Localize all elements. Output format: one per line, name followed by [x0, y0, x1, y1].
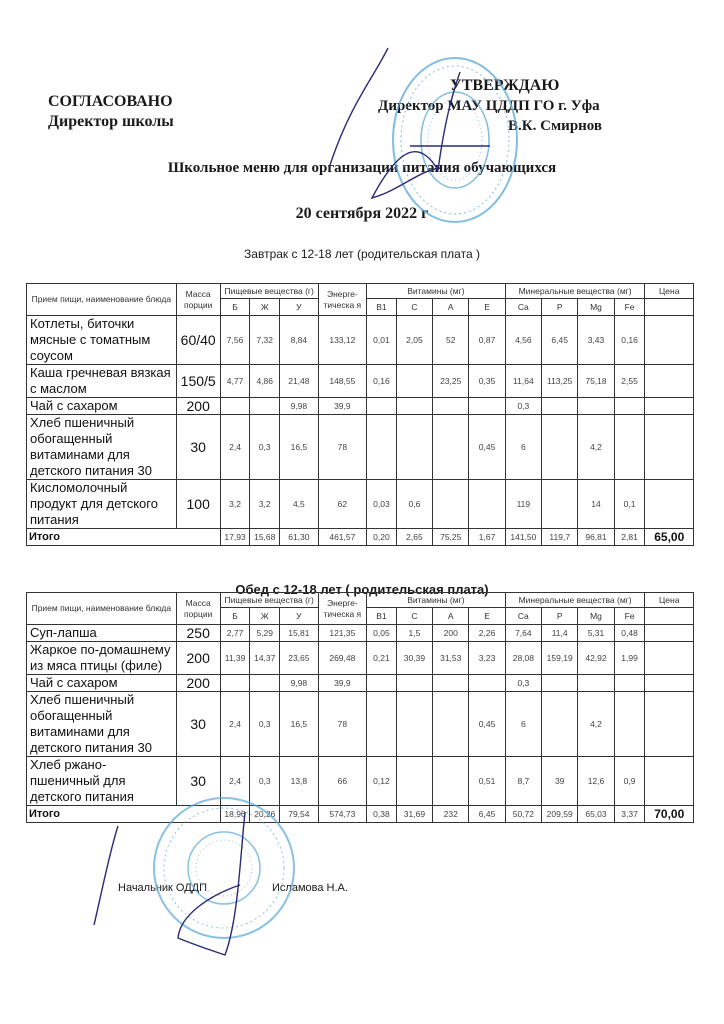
total-value: 461,57	[318, 529, 366, 546]
dish-value	[250, 398, 280, 415]
dish-price	[645, 365, 694, 398]
total-value: 232	[433, 806, 469, 823]
dish-value: 0,51	[469, 757, 505, 806]
dish-value: 0,35	[469, 365, 505, 398]
col-price: Цена	[645, 593, 694, 608]
col-sub-3: B1	[367, 608, 397, 625]
dish-value	[614, 692, 645, 757]
dish-price	[645, 398, 694, 415]
total-price: 70,00	[645, 806, 694, 823]
col-dish: Прием пищи, наименование блюда	[27, 284, 177, 316]
dish-value: 148,55	[318, 365, 366, 398]
total-value: 2,81	[614, 529, 645, 546]
dish-mass: 100	[176, 480, 220, 529]
dish-value: 0,3	[250, 757, 280, 806]
dish-value	[396, 692, 432, 757]
dish-value: 11,39	[220, 642, 250, 675]
total-value: 50,72	[505, 806, 541, 823]
dish-value	[433, 757, 469, 806]
dish-value	[367, 675, 397, 692]
dish-mass: 30	[176, 757, 220, 806]
dish-value: 28,08	[505, 642, 541, 675]
dish-value: 31,53	[433, 642, 469, 675]
total-value: 0,38	[367, 806, 397, 823]
dish-price	[645, 757, 694, 806]
approve-title: УТВЕРЖДАЮ	[450, 77, 560, 94]
footer-name: Исламова Н.А.	[272, 882, 348, 894]
col-energy: Энерге-тическа я	[318, 593, 366, 625]
dish-value: 1,99	[614, 642, 645, 675]
col-nutrients: Пищевые вещества (г)	[220, 593, 318, 608]
dish-name: Кисломолочный продукт для детского питания	[27, 480, 177, 529]
dish-value: 39	[542, 757, 578, 806]
dish-value: 4,56	[505, 316, 541, 365]
dish-mass: 250	[176, 625, 220, 642]
total-value: 79,54	[280, 806, 319, 823]
table-row	[27, 675, 694, 692]
approve-name: В.К. Смирнов	[508, 118, 603, 134]
dish-value	[250, 675, 280, 692]
dish-mass: 150/5	[176, 365, 220, 398]
total-value: 61,30	[280, 529, 319, 546]
dish-value: 119	[505, 480, 541, 529]
dish-name: Хлеб ржано-пшеничный для детского питания	[27, 757, 177, 806]
table-row	[27, 642, 694, 675]
dish-value	[614, 398, 645, 415]
dish-value: 7,32	[250, 316, 280, 365]
dish-value: 0,45	[469, 415, 505, 480]
table-row	[27, 316, 694, 365]
dish-value: 4,86	[250, 365, 280, 398]
total-value: 119,7	[542, 529, 578, 546]
dish-value: 0,3	[250, 692, 280, 757]
col-sub-7: Ca	[505, 608, 541, 625]
dish-value: 2,4	[220, 415, 250, 480]
dish-value: 200	[433, 625, 469, 642]
dish-price	[645, 316, 694, 365]
total-value: 6,45	[469, 806, 505, 823]
dish-value: 23,65	[280, 642, 319, 675]
dish-value	[433, 675, 469, 692]
dish-value	[469, 398, 505, 415]
col-sub-10: Fe	[614, 608, 645, 625]
dish-value: 0,3	[505, 675, 541, 692]
dish-value	[433, 398, 469, 415]
dish-value: 5,31	[578, 625, 614, 642]
col-energy: Энерге-тическа я	[318, 284, 366, 316]
dish-value: 39,9	[318, 675, 366, 692]
breakfast-table	[26, 283, 694, 546]
dish-value: 0,45	[469, 692, 505, 757]
dish-value: 0,12	[367, 757, 397, 806]
total-price: 65,00	[645, 529, 694, 546]
col-sub-5: A	[433, 608, 469, 625]
dish-value: 0,3	[250, 415, 280, 480]
header-row	[27, 593, 694, 608]
col-sub-3: B1	[367, 299, 397, 316]
dish-value: 52	[433, 316, 469, 365]
dish-value: 4,5	[280, 480, 319, 529]
table-row	[27, 625, 694, 642]
agreed-title: СОГЛАСОВАНО	[48, 93, 173, 110]
dish-value: 3,23	[469, 642, 505, 675]
dish-name: Котлеты, биточки мясные с томатным соусом	[27, 316, 177, 365]
dish-price	[645, 675, 694, 692]
dish-value: 16,5	[280, 415, 319, 480]
total-value: 3,37	[614, 806, 645, 823]
col-sub-4: C	[396, 608, 432, 625]
lunch-caption: Обед с 12-18 лет ( родительская плата)	[235, 582, 489, 597]
dish-price	[645, 480, 694, 529]
dish-value: 14,37	[250, 642, 280, 675]
dish-value: 11,64	[505, 365, 541, 398]
dish-mass: 200	[176, 398, 220, 415]
dish-price	[645, 625, 694, 642]
total-value: 75,25	[433, 529, 469, 546]
col-dish: Прием пищи, наименование блюда	[27, 593, 177, 625]
dish-name: Жаркое по-домашнему из мяса птицы (филе)	[27, 642, 177, 675]
dish-value: 0,05	[367, 625, 397, 642]
col-sub-9: Mg	[578, 299, 614, 316]
col-sub-6: E	[469, 299, 505, 316]
dish-value: 2,4	[220, 757, 250, 806]
dish-value: 0,03	[367, 480, 397, 529]
dish-value	[396, 675, 432, 692]
dish-value	[542, 692, 578, 757]
total-value: 18,96	[220, 806, 250, 823]
col-minerals: Минеральные вещества (мг)	[505, 593, 645, 608]
dish-value	[220, 675, 250, 692]
dish-value: 75,18	[578, 365, 614, 398]
header-row	[27, 284, 694, 299]
dish-value	[469, 675, 505, 692]
table-row	[27, 480, 694, 529]
total-value: 20,26	[250, 806, 280, 823]
dish-value: 30,39	[396, 642, 432, 675]
col-sub-1: Ж	[250, 299, 280, 316]
dish-value: 39,9	[318, 398, 366, 415]
table-row	[27, 398, 694, 415]
dish-value	[367, 415, 397, 480]
dish-value: 9,98	[280, 398, 319, 415]
col-sub-9: Mg	[578, 608, 614, 625]
dish-value	[542, 415, 578, 480]
dish-value: 2,55	[614, 365, 645, 398]
dish-value	[220, 398, 250, 415]
dish-mass: 30	[176, 415, 220, 480]
dish-name: Хлеб пшеничный обогащенный витаминами для детского питания 30	[27, 415, 177, 480]
col-sub-7: Ca	[505, 299, 541, 316]
col-sub-2: У	[280, 608, 319, 625]
lunch-table	[26, 592, 694, 823]
col-sub-8: P	[542, 299, 578, 316]
dish-value: 0,21	[367, 642, 397, 675]
dish-value: 0,16	[614, 316, 645, 365]
dish-value: 15,81	[280, 625, 319, 642]
col-nutrients: Пищевые вещества (г)	[220, 284, 318, 299]
dish-name: Суп-лапша	[27, 625, 177, 642]
dish-value	[614, 675, 645, 692]
dish-value	[396, 415, 432, 480]
dish-value: 269,48	[318, 642, 366, 675]
dish-value	[396, 365, 432, 398]
total-value: 141,50	[505, 529, 541, 546]
dish-value: 0,1	[614, 480, 645, 529]
col-sub-10: Fe	[614, 299, 645, 316]
col-sub-6: E	[469, 608, 505, 625]
dish-value	[542, 398, 578, 415]
dish-price	[645, 692, 694, 757]
document-date: 20 сентября 2022 г	[295, 205, 429, 222]
dish-value: 0,87	[469, 316, 505, 365]
col-sub-0: Б	[220, 299, 250, 316]
dish-value: 3,2	[220, 480, 250, 529]
dish-value: 133,12	[318, 316, 366, 365]
table-row	[27, 757, 694, 806]
dish-value: 6,45	[542, 316, 578, 365]
dish-value	[542, 675, 578, 692]
col-sub-8: P	[542, 608, 578, 625]
col-mass: Масса порции	[176, 593, 220, 625]
dish-value	[433, 480, 469, 529]
dish-value: 2,26	[469, 625, 505, 642]
total-value: 2,65	[396, 529, 432, 546]
dish-value: 0,01	[367, 316, 397, 365]
dish-value: 16,5	[280, 692, 319, 757]
agreed-role: Директор школы	[48, 113, 174, 130]
col-price-sub	[645, 299, 694, 316]
dish-value: 159,19	[542, 642, 578, 675]
total-value: 1,67	[469, 529, 505, 546]
total-row	[27, 529, 694, 546]
table-row	[27, 415, 694, 480]
approve-block	[378, 76, 602, 136]
total-value: 31,69	[396, 806, 432, 823]
dish-value	[367, 398, 397, 415]
dish-value: 4,77	[220, 365, 250, 398]
dish-mass: 200	[176, 642, 220, 675]
col-sub-4: C	[396, 299, 432, 316]
dish-value: 14	[578, 480, 614, 529]
dish-value: 9,98	[280, 675, 319, 692]
dish-value: 21,48	[280, 365, 319, 398]
dish-value: 78	[318, 692, 366, 757]
dish-value	[578, 675, 614, 692]
dish-value: 8,84	[280, 316, 319, 365]
col-sub-0: Б	[220, 608, 250, 625]
dish-value: 78	[318, 415, 366, 480]
dish-value: 8,7	[505, 757, 541, 806]
table-row	[27, 692, 694, 757]
dish-mass: 200	[176, 675, 220, 692]
dish-value: 23,25	[433, 365, 469, 398]
dish-value	[433, 415, 469, 480]
approve-role: Директор МАУ ЦДДП ГО г. Уфа	[378, 98, 600, 114]
dish-value	[469, 480, 505, 529]
col-sub-5: A	[433, 299, 469, 316]
col-mass: Масса порции	[176, 284, 220, 316]
dish-name: Хлеб пшеничный обогащенный витаминами для детского питания 30	[27, 692, 177, 757]
dish-value: 62	[318, 480, 366, 529]
dish-value: 2,4	[220, 692, 250, 757]
dish-value: 0,6	[396, 480, 432, 529]
dish-value	[396, 398, 432, 415]
dish-mass: 30	[176, 692, 220, 757]
total-row	[27, 806, 694, 823]
total-value: 0,20	[367, 529, 397, 546]
col-vitamins: Витамины (мг)	[367, 284, 506, 299]
total-label: Итого	[27, 529, 221, 546]
total-value: 15,68	[250, 529, 280, 546]
total-value: 574,73	[318, 806, 366, 823]
document-title: Школьное меню для организации питания обучающихся	[167, 160, 557, 176]
dish-value: 113,25	[542, 365, 578, 398]
dish-value: 4,2	[578, 415, 614, 480]
dish-value	[542, 480, 578, 529]
dish-value	[578, 398, 614, 415]
dish-value: 42,92	[578, 642, 614, 675]
dish-price	[645, 642, 694, 675]
total-value: 209,59	[542, 806, 578, 823]
dish-value	[614, 415, 645, 480]
dish-value: 3,43	[578, 316, 614, 365]
col-price-sub	[645, 608, 694, 625]
dish-value: 13,8	[280, 757, 319, 806]
dish-value: 121,35	[318, 625, 366, 642]
dish-value: 2,05	[396, 316, 432, 365]
col-vitamins: Витамины (мг)	[367, 593, 506, 608]
dish-value: 6	[505, 692, 541, 757]
dish-value: 3,2	[250, 480, 280, 529]
dish-value: 5,29	[250, 625, 280, 642]
dish-value: 6	[505, 415, 541, 480]
dish-value	[396, 757, 432, 806]
col-minerals: Минеральные вещества (мг)	[505, 284, 645, 299]
dish-value: 11,4	[542, 625, 578, 642]
dish-value: 0,3	[505, 398, 541, 415]
footer-role: Начальник ОДДП	[118, 882, 208, 894]
dish-mass: 60/40	[176, 316, 220, 365]
total-value: 65,03	[578, 806, 614, 823]
dish-value: 66	[318, 757, 366, 806]
total-value: 17,93	[220, 529, 250, 546]
agreed-block	[48, 92, 174, 132]
dish-value: 7,56	[220, 316, 250, 365]
dish-value: 2,77	[220, 625, 250, 642]
dish-value: 0,9	[614, 757, 645, 806]
total-value: 96,81	[578, 529, 614, 546]
table-row	[27, 365, 694, 398]
col-sub-1: Ж	[250, 608, 280, 625]
breakfast-caption: Завтрак с 12-18 лет (родительская плата )	[244, 247, 480, 261]
col-price: Цена	[645, 284, 694, 299]
col-sub-2: У	[280, 299, 319, 316]
dish-value: 0,48	[614, 625, 645, 642]
dish-value: 12,6	[578, 757, 614, 806]
dish-value: 1,5	[396, 625, 432, 642]
dish-name: Чай с сахаром	[27, 398, 177, 415]
dish-value	[433, 692, 469, 757]
dish-value: 0,16	[367, 365, 397, 398]
dish-value: 4,2	[578, 692, 614, 757]
dish-price	[645, 415, 694, 480]
dish-name: Чай с сахаром	[27, 675, 177, 692]
dish-name: Каша гречневая вязкая с маслом	[27, 365, 177, 398]
dish-value: 7,64	[505, 625, 541, 642]
total-label: Итого	[27, 806, 221, 823]
dish-value	[367, 692, 397, 757]
